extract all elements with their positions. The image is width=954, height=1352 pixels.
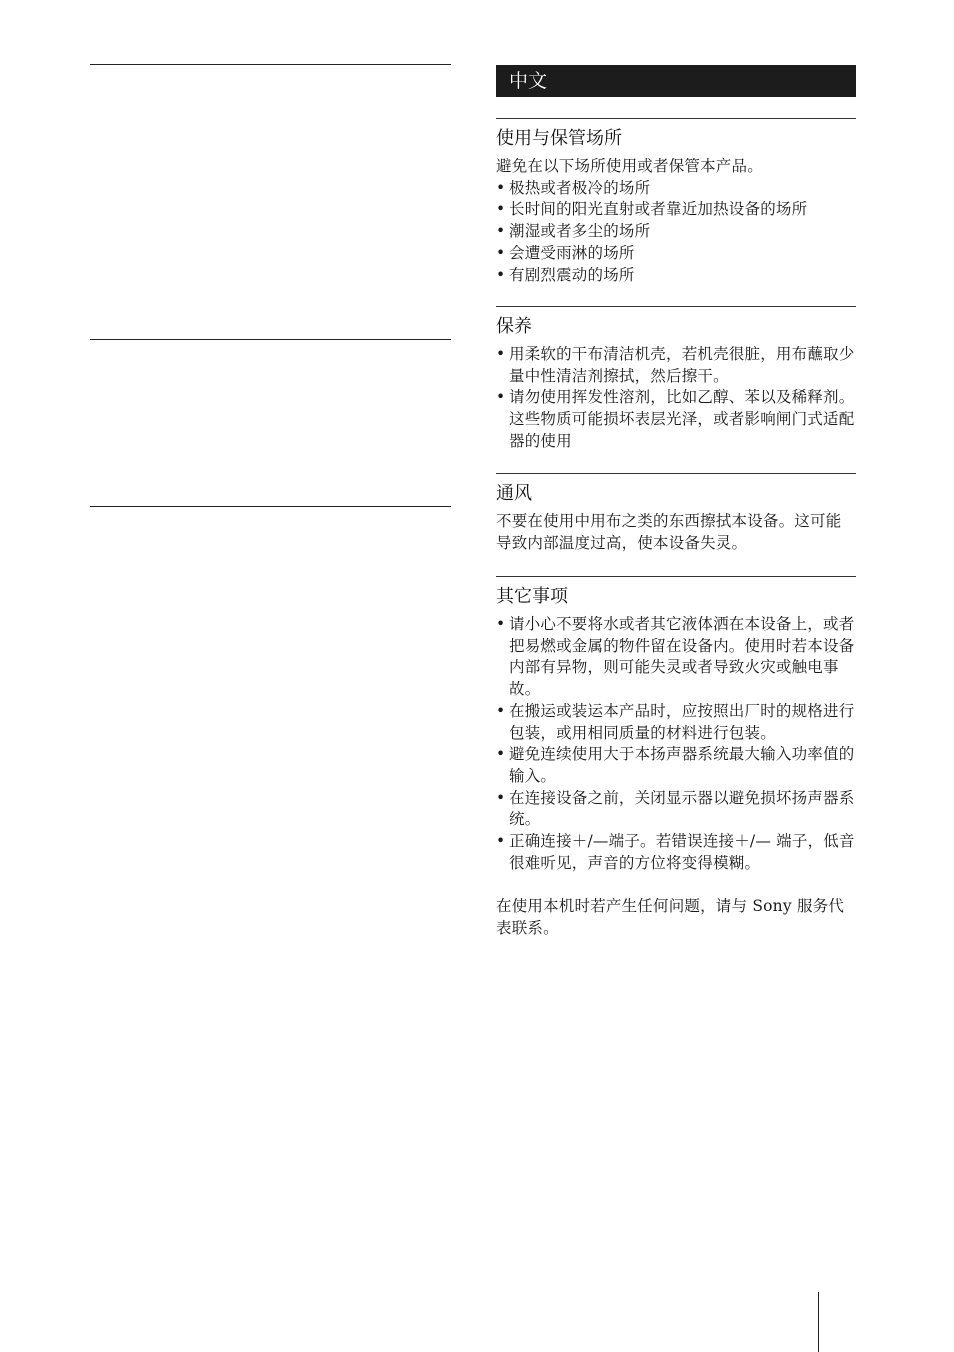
left-column-rule-top xyxy=(90,64,451,65)
section-maintenance xyxy=(496,306,856,453)
section-title: 使用与保管场所 xyxy=(496,128,622,149)
list-item: • 会遭受雨淋的场所 xyxy=(496,243,856,265)
list-item: • 正确连接＋/—端子。若错误连接＋/— 端子，低音很难听见，声音的方位将变得模糊。 xyxy=(496,831,856,874)
language-header xyxy=(496,65,856,97)
section-storage-location xyxy=(496,118,856,286)
bullet-list xyxy=(496,178,856,287)
bullet-list xyxy=(496,614,856,874)
section-other-matters xyxy=(496,576,856,940)
list-item: • 避免连续使用大于本扬声器系统最大输入功率值的输入。 xyxy=(496,744,856,787)
section-intro: 避免在以下场所使用或者保管本产品。 xyxy=(496,157,763,175)
bullet-list xyxy=(496,344,856,453)
section-rule xyxy=(496,473,856,474)
list-item: • 有剧烈震动的场所 xyxy=(496,265,856,287)
section-title: 通风 xyxy=(496,483,532,504)
list-item: • 在连接设备之前，关闭显示器以避免损坏扬声器系统。 xyxy=(496,788,856,831)
section-ventilation xyxy=(496,473,856,554)
list-item: • 请小心不要将水或者其它液体洒在本设备上，或者把易燃或金属的物件留在设备内。使用时若本设备内部有异物，则可能失灵或者导致火灾或触电事故。 xyxy=(496,614,856,701)
section-rule xyxy=(496,306,856,307)
page-margin-marker xyxy=(818,1292,819,1352)
section-title: 其它事项 xyxy=(496,586,568,607)
section-rule xyxy=(496,118,856,119)
list-item: • 潮湿或者多尘的场所 xyxy=(496,221,856,243)
section-title: 保养 xyxy=(496,316,532,337)
language-label: 中文 xyxy=(509,70,548,92)
section-rule xyxy=(496,576,856,577)
left-column-rule-bottom xyxy=(90,506,451,507)
list-item: • 长时间的阳光直射或者靠近加热设备的场所 xyxy=(496,199,856,221)
section-intro: 不要在使用中用布之类的东西擦拭本设备。这可能导致内部温度过高，使本设备失灵。 xyxy=(496,512,842,552)
contact-note: 在使用本机时若产生任何问题，请与 Sony 服务代表联系。 xyxy=(496,897,845,938)
left-column-rule-middle xyxy=(90,339,451,340)
list-item: • 请勿使用挥发性溶剂，比如乙醇、苯以及稀释剂。这些物质可能损坏表层光泽，或者影响闸门式适配器的使用 xyxy=(496,387,856,452)
list-item: • 极热或者极冷的场所 xyxy=(496,178,856,200)
list-item: • 用柔软的干布清洁机壳，若机壳很脏，用布蘸取少量中性清洁剂擦拭，然后擦干。 xyxy=(496,344,856,387)
list-item: • 在搬运或装运本产品时，应按照出厂时的规格进行包装，或用相同质量的材料进行包装。 xyxy=(496,701,856,744)
